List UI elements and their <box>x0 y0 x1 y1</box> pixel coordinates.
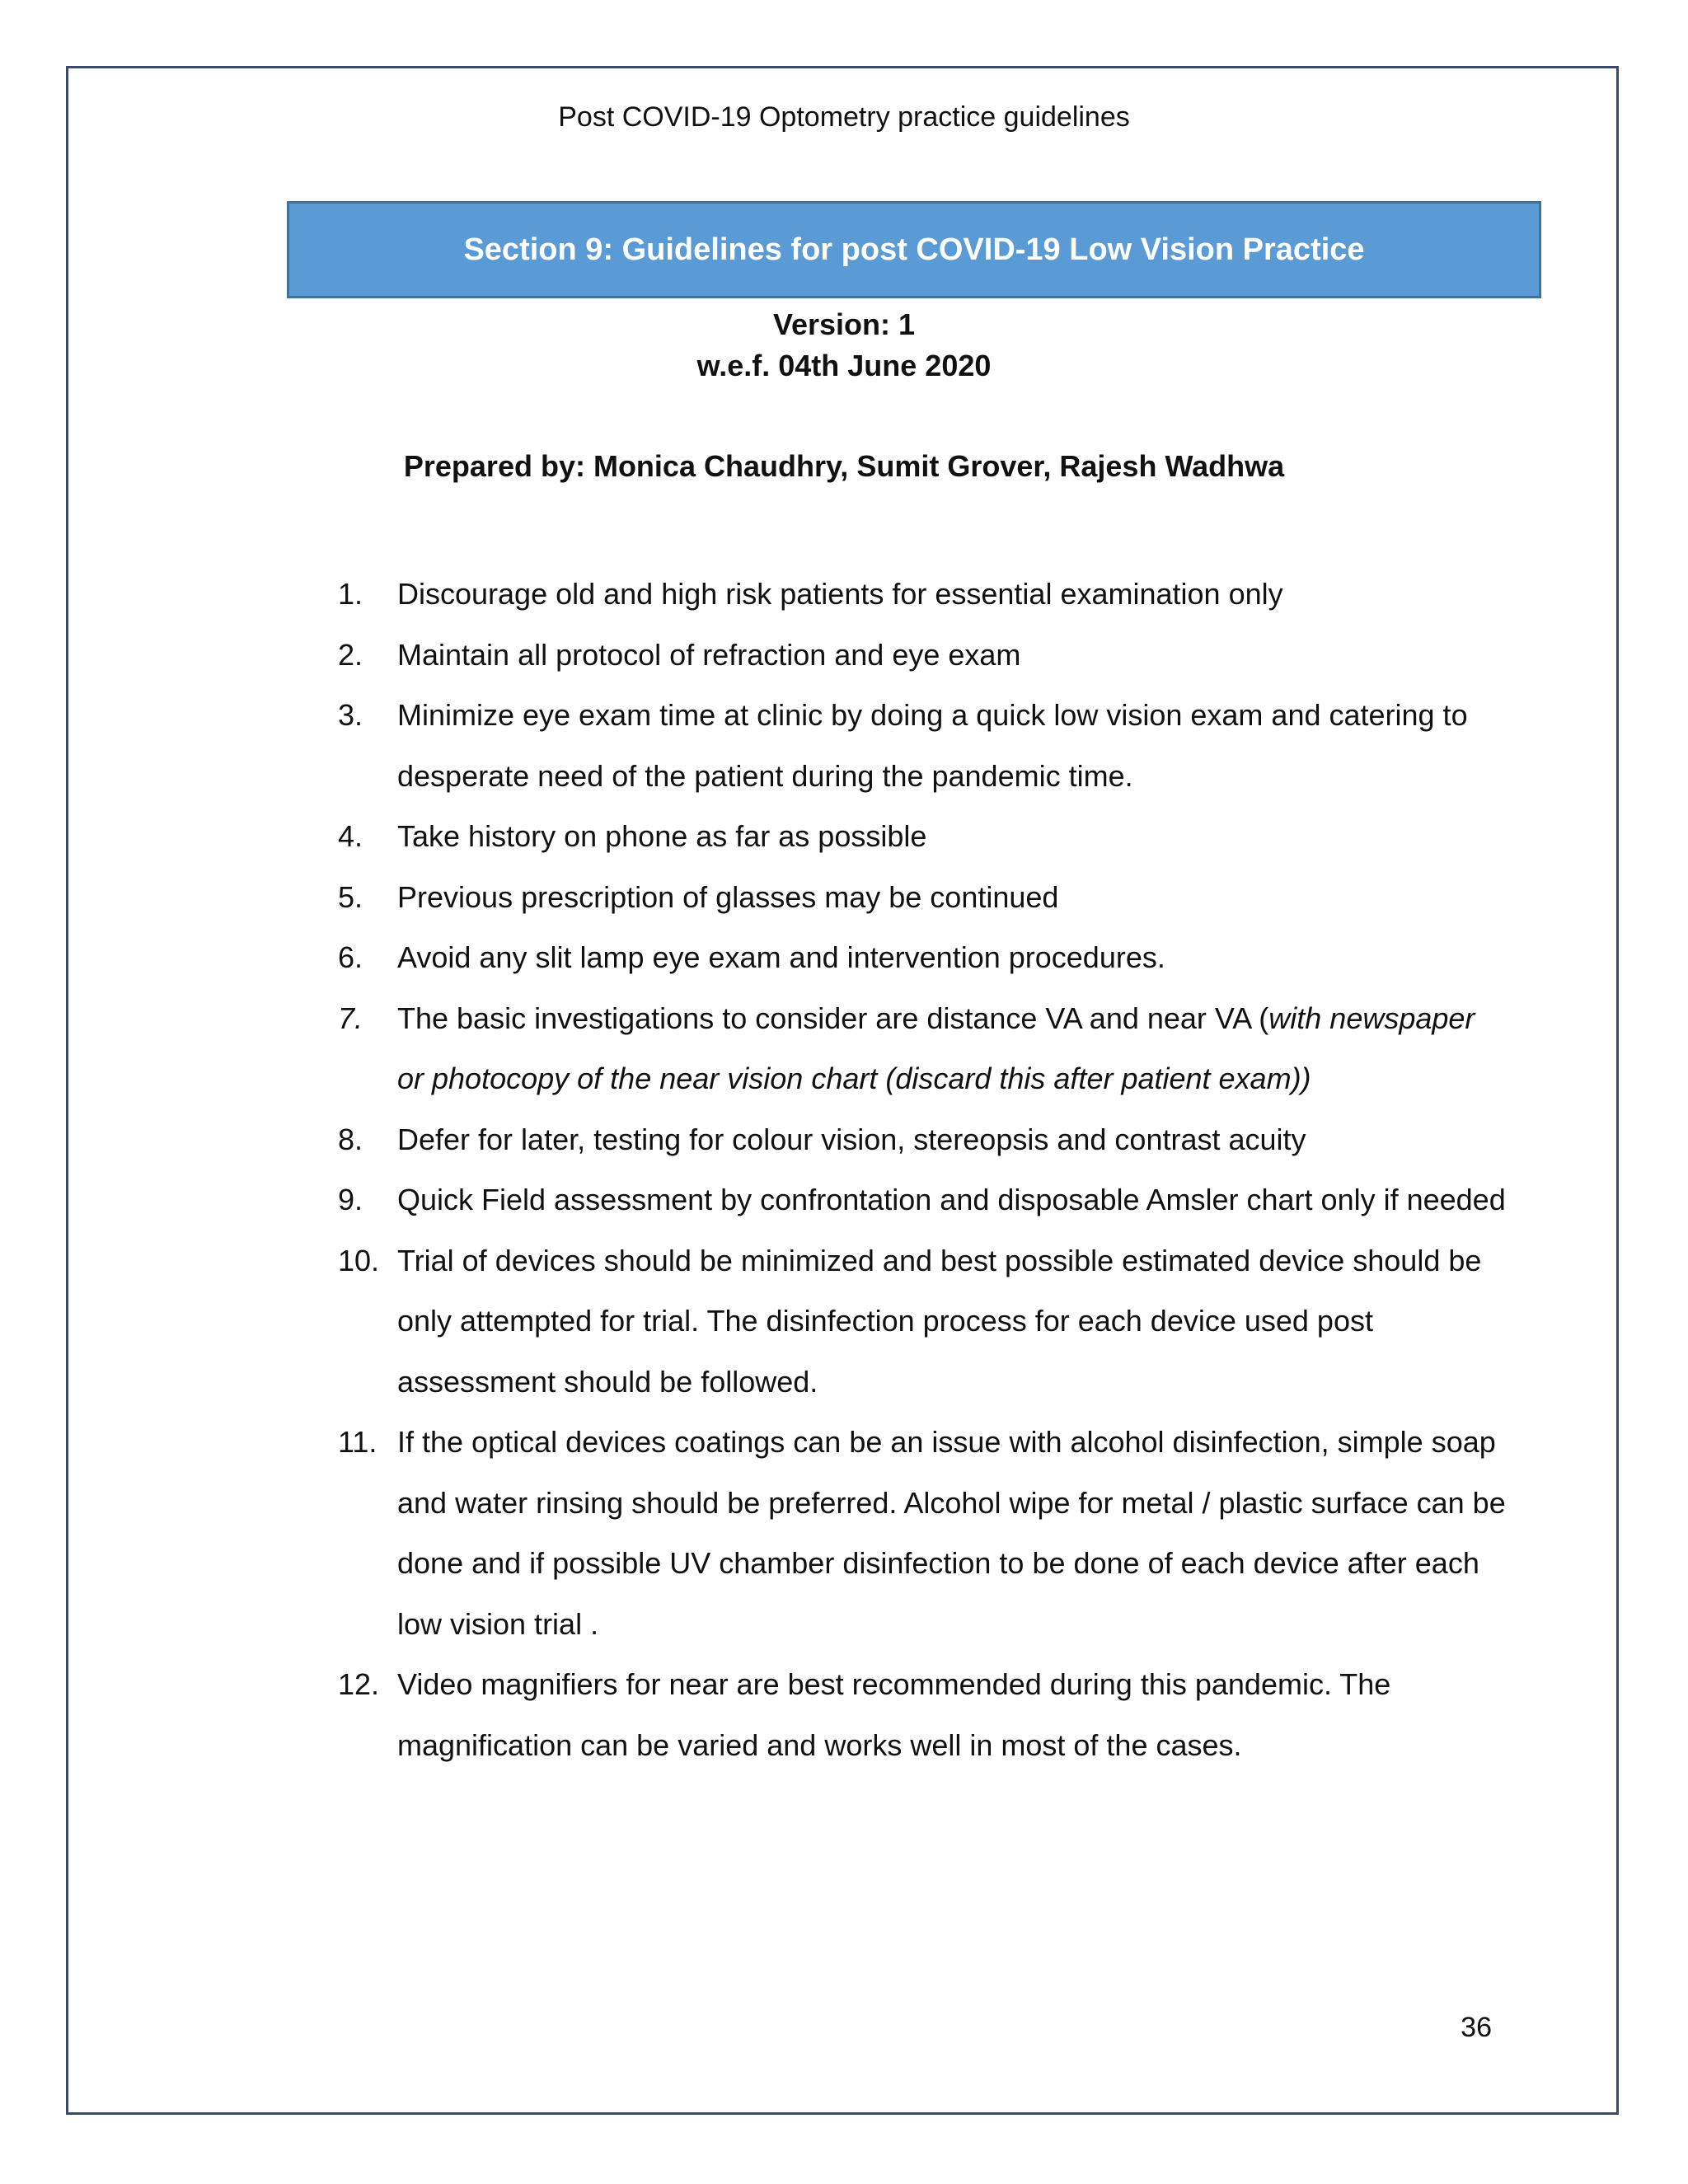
list-item <box>338 625 1508 686</box>
item-text: Maintain all protocol of refraction and eye exam <box>397 637 1021 672</box>
item-text: Quick Field assessment by confrontation and disposable Amsler chart only if needed <box>397 1183 1506 1216</box>
effective-date: w.e.f. 04th June 2020 <box>696 349 992 382</box>
prepared-by: Prepared by: Monica Chaudhry, Sumit Grover, Rajesh Wadhwa <box>403 449 1285 483</box>
section-title: Section 9: Guidelines for post COVID-19 Low Vision Practice <box>463 232 1365 267</box>
item-text: Defer for later, testing for colour vision, stereopsis and contrast acuity <box>397 1122 1306 1156</box>
item-text: Take history on phone as far as possible <box>397 819 927 853</box>
item-text: If the optical devices coatings can be an issue with alcohol disinfection, simple soap and water rinsing should be preferred. Alcohol wipe for metal / plastic surface can be done and if possible UV chamber disinfection to be done of each device after each low vision trial . <box>397 1425 1506 1641</box>
item-text: Discourage old and high risk patients for essential examination only <box>397 577 1283 611</box>
item-number: 3. <box>338 698 363 732</box>
page-number: 36 <box>1461 2012 1492 2043</box>
item-number: 7. <box>338 1001 363 1035</box>
list-item <box>338 1230 1508 1413</box>
item-text: The basic investigations to consider are distance VA and near VA ( <box>397 1001 1269 1035</box>
list-item <box>338 1654 1508 1775</box>
item-number: 8. <box>338 1122 363 1156</box>
running-header: Post COVID-19 Optometry practice guidelines <box>558 101 1130 133</box>
item-number: 4. <box>338 819 363 853</box>
item-number: 6. <box>338 940 363 974</box>
item-number: 10. <box>338 1243 380 1277</box>
item-text: Video magnifiers for near are best recommended during this pandemic. The magnification can be varied and works well in most of the cases. <box>397 1667 1391 1762</box>
list-item <box>338 867 1508 928</box>
item-text-italic: with newspaper or photocopy of the near vision chart (discard this after patient exam)) <box>397 1001 1475 1095</box>
list-item <box>338 927 1508 988</box>
item-text: Avoid any slit lamp eye exam and intervention procedures. <box>397 940 1165 974</box>
item-text: Trial of devices should be minimized and best possible estimated device should be only attempted for trial. The disinfection process for each device used post assessment should be followed. <box>397 1243 1482 1399</box>
item-number: 5. <box>338 879 363 914</box>
item-text: Minimize eye exam time at clinic by doing a quick low vision exam and catering to desperate need of the patient during the pandemic time. <box>397 698 1468 793</box>
list-item <box>338 988 1508 1109</box>
item-number: 9. <box>338 1183 363 1216</box>
list-item <box>338 564 1508 625</box>
section-banner <box>287 201 1541 298</box>
list-item <box>338 806 1508 867</box>
list-item <box>338 1169 1508 1230</box>
item-number: 1. <box>338 577 363 611</box>
item-number: 12. <box>338 1667 380 1701</box>
list-item <box>338 1109 1508 1170</box>
item-text: Previous prescription of glasses may be continued <box>397 879 1059 914</box>
list-item <box>338 1412 1508 1654</box>
item-number: 11. <box>338 1425 377 1459</box>
version-label: Version: 1 <box>772 307 916 341</box>
guideline-list <box>338 564 1508 1775</box>
item-number: 2. <box>338 637 363 672</box>
list-item <box>338 685 1508 806</box>
